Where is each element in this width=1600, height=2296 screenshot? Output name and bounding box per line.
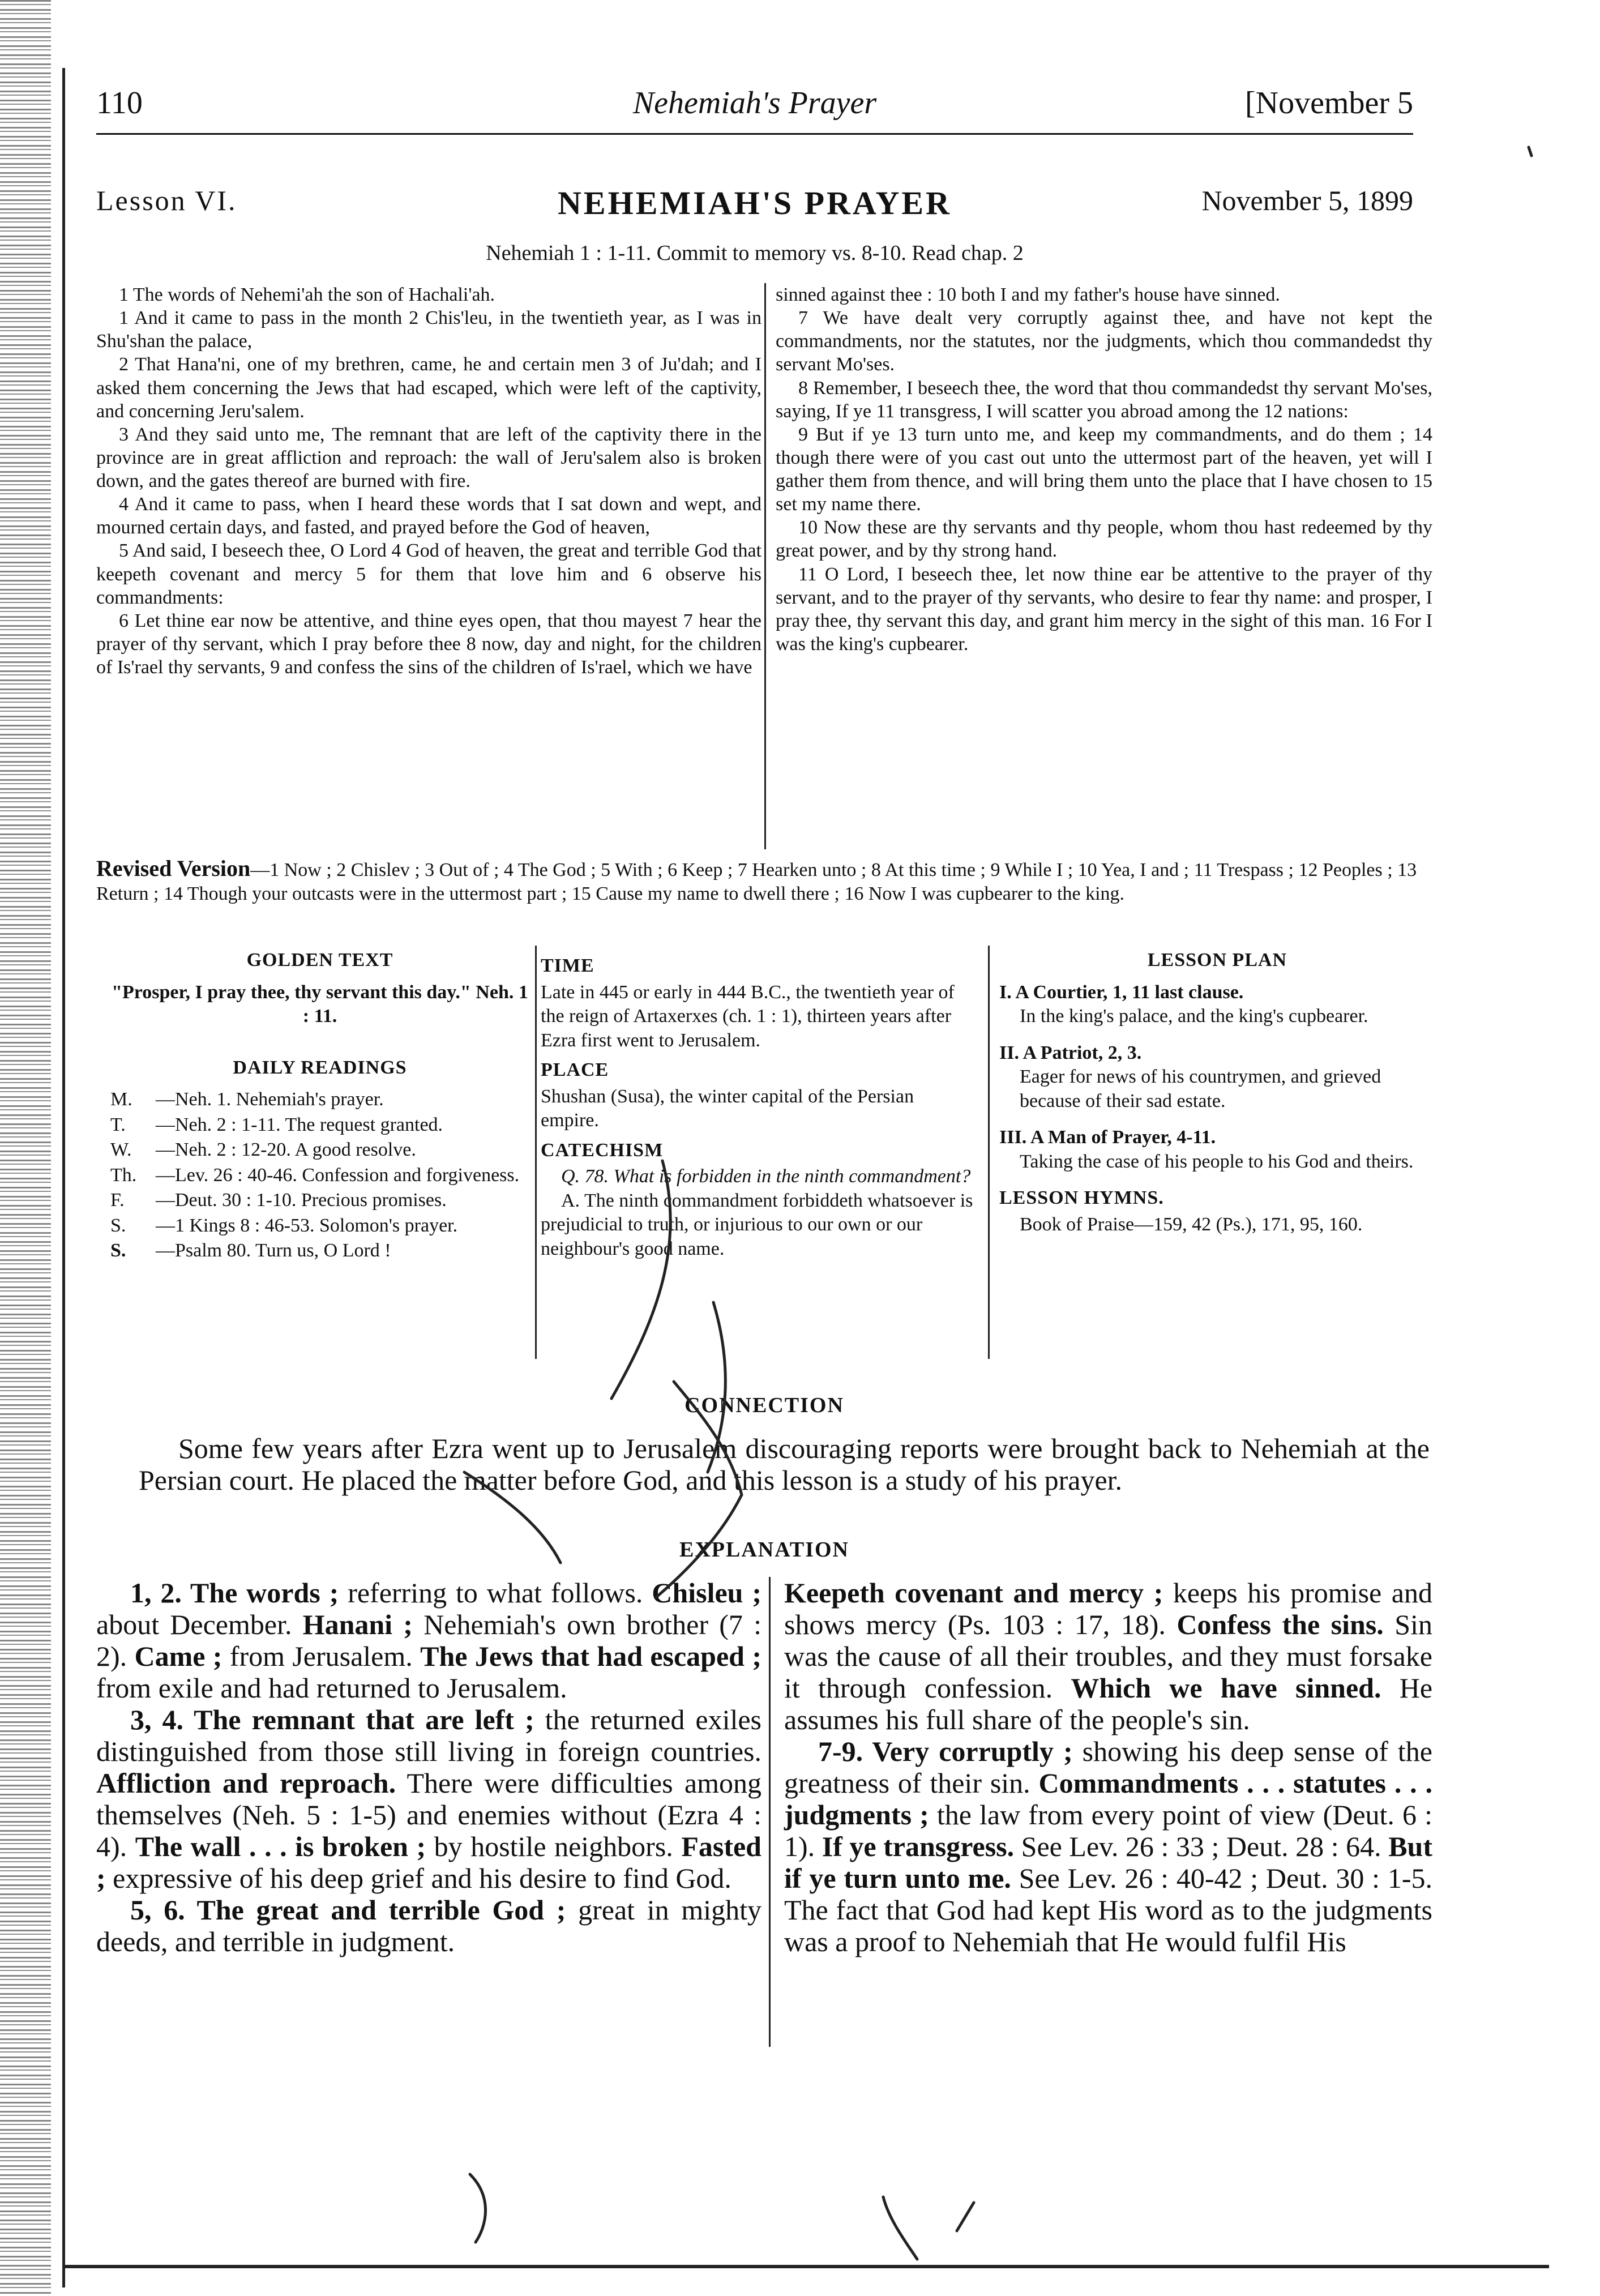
explanation-text: from exile and had returned to Jerusalem. bbox=[96, 1672, 567, 1704]
reading-ref: —Psalm 80. Turn us, O Lord ! bbox=[156, 1240, 391, 1261]
explanation-text: about December. bbox=[96, 1609, 303, 1640]
spine-edge-line bbox=[62, 68, 65, 2288]
list-item bbox=[110, 1214, 529, 1238]
list-item bbox=[110, 1239, 529, 1263]
plan-item-heading: I. A Courtier, 1, 11 last clause. bbox=[999, 981, 1244, 1003]
plan-item-body: Taking the case of his people to his God and theirs. bbox=[1020, 1151, 1414, 1172]
reading-ref: —Deut. 30 : 1-10. Precious promises. bbox=[156, 1190, 447, 1211]
verse: 1 And it came to pass in the month 2 Chis'leu, in the twentieth year, as I was in Shu'shan the palace, bbox=[96, 307, 762, 352]
plan-item-body: In the king's palace, and the king's cupbearer. bbox=[1020, 1006, 1368, 1027]
page-number: 110 bbox=[96, 85, 143, 121]
explanation-text: from Jerusalem. bbox=[222, 1640, 421, 1672]
explanation-term: If ye transgress. bbox=[822, 1831, 1015, 1862]
list-item bbox=[110, 1164, 529, 1188]
explanation-term: Came ; bbox=[134, 1640, 223, 1672]
reading-ref: —Neh. 2 : 1-11. The request granted. bbox=[156, 1114, 443, 1135]
reading-day: S. bbox=[110, 1215, 126, 1236]
explanation-text: keeps his promise and shows mercy (Ps. 103 : 17, 18). bbox=[784, 1577, 1432, 1640]
catechism-question: Q. 78. What is forbidden in the ninth commandment? bbox=[561, 1166, 971, 1187]
golden-text-heading: GOLDEN TEXT bbox=[246, 950, 393, 970]
lesson-hymns-text: Book of Praise—159, 42 (Ps.), 171, 95, 160. bbox=[1020, 1213, 1363, 1235]
verse: sinned against thee : 10 both I and my father's house have sinned. bbox=[776, 284, 1280, 305]
catechism-answer: A. The ninth commandment forbiddeth whatsoever is prejudicial to truth, or injurious to our own or our neighbour's good name. bbox=[541, 1190, 973, 1259]
explanation-term: But if ye turn unto me. bbox=[784, 1831, 1432, 1894]
reading-day: M. bbox=[110, 1089, 132, 1110]
revised-version-label: Revised Version bbox=[96, 856, 251, 881]
box-divider bbox=[535, 946, 537, 1359]
column-divider bbox=[764, 283, 766, 849]
reading-ref: —1 Kings 8 : 46-53. Solomon's prayer. bbox=[156, 1215, 458, 1236]
explanation-paragraph bbox=[784, 1735, 1432, 1957]
book-spine-shadow bbox=[0, 0, 51, 2296]
explanation-text: great in mighty deeds, and terrible in judgment. bbox=[96, 1894, 762, 1957]
explanation-paragraph bbox=[96, 1704, 762, 1894]
explanation-text: There were difficulties among themselves (Neh. 5 : 1-5) and enemies without (Ezra 4 : 4). bbox=[96, 1767, 762, 1862]
explanation-text: See Lev. 26 : 33 ; Deut. 28 : 64. bbox=[1014, 1831, 1389, 1862]
lesson-plan-heading: LESSON PLAN bbox=[1147, 950, 1287, 970]
verse: 9 But if ye 13 turn unto me, and keep my commandments, and do them ; 14 though there were of you cast out unto the uttermost part of the heaven, yet will I gather them from thence, and will bring them unto the place that I have chosen to 15 set my name there. bbox=[776, 424, 1432, 515]
revised-version-text: —1 Now ; 2 Chislev ; 3 Out of ; 4 The God ; 5 With ; 6 Keep ; 7 Hearken unto ; 8 At this time ; 9 While I ; 10 Yea, I and ; 11 Trespass ; 12 Peoples ; 13 Return ; 14 Though your outcasts were in the uttermost part ; 15 Cause my name to dwell there ; 16 Now I was cupbearer to the king. bbox=[96, 860, 1417, 905]
explanation-term: Keepeth covenant and mercy ; bbox=[784, 1577, 1163, 1609]
plan-item-heading: II. A Patriot, 2, 3. bbox=[999, 1042, 1142, 1063]
lesson-date: November 5, 1899 bbox=[1201, 185, 1413, 216]
golden-text-and-readings bbox=[110, 948, 529, 1264]
list-item bbox=[110, 1138, 529, 1162]
explanation-column-left bbox=[96, 1577, 762, 1957]
scripture-column-right bbox=[776, 283, 1432, 656]
explanation-term: Chisleu ; bbox=[652, 1577, 762, 1609]
verse: 11 O Lord, I beseech thee, let now thine ear be attentive to the prayer of thy servant, and to the prayer of thy servants, who desire to fear thy name: and prosper, I pray thee, thy servant this day, and grant him mercy in the sight of this man. 16 For I was the king's cupbearer. bbox=[776, 563, 1432, 655]
reading-day: F. bbox=[110, 1190, 125, 1211]
explanation-text: Sin was the cause of all their troubles, and they must forsake it through confession. bbox=[784, 1609, 1432, 1704]
reading-ref: —Lev. 26 : 40-46. Confession and forgiveness. bbox=[156, 1164, 520, 1186]
explanation-term: Confess the sins. bbox=[1177, 1609, 1384, 1640]
pencil-stroke bbox=[957, 2203, 974, 2231]
time-heading: TIME bbox=[541, 955, 594, 976]
list-item bbox=[110, 1113, 529, 1138]
explanation-text: the law from every point of view (Deut. 6 : 1). bbox=[784, 1799, 1432, 1862]
golden-text: "Prosper, I pray thee, thy servant this day." Neh. 1 : 11. bbox=[112, 981, 528, 1027]
box-divider bbox=[988, 946, 990, 1359]
place-heading: PLACE bbox=[541, 1059, 609, 1080]
bottom-binding-line bbox=[65, 2265, 1549, 2268]
explanation-heading: EXPLANATION bbox=[679, 1538, 849, 1562]
running-date: [November 5 bbox=[1244, 85, 1413, 121]
explanation-term: Commandments . . . statutes . . . judgments ; bbox=[784, 1767, 1432, 1831]
explanation-text: expressive of his deep grief and his desire to find God. bbox=[105, 1862, 731, 1894]
verse: 4 And it came to pass, when I heard these words that I sat down and wept, and mourned certain days, and fasted, and prayed before the God of heaven, bbox=[96, 494, 762, 538]
reading-day: Th. bbox=[110, 1164, 137, 1186]
explanation-paragraph bbox=[96, 1894, 762, 1957]
pencil-stroke bbox=[883, 2197, 917, 2259]
scripture-column-left bbox=[96, 283, 762, 679]
lesson-number: Lesson VI. bbox=[96, 185, 237, 216]
column-divider bbox=[769, 1577, 771, 2047]
reading-day: T. bbox=[110, 1114, 126, 1135]
explanation-column-right bbox=[784, 1577, 1432, 1957]
reading-ref: —Neh. 1. Nehemiah's prayer. bbox=[156, 1089, 384, 1110]
daily-readings-heading: DAILY READINGS bbox=[233, 1057, 407, 1078]
lesson-hymns-heading: LESSON HYMNS. bbox=[999, 1187, 1164, 1208]
explanation-term: Affliction and reproach. bbox=[96, 1767, 396, 1799]
explanation-text: the returned exiles distinguished from those still living in foreign countries. bbox=[96, 1704, 762, 1767]
verse: 2 That Hana'ni, one of my brethren, came, he and certain men 3 of Ju'dah; and I asked them concerning the Jews that had escaped, which were left of the captivity, and concerning Jeru'salem. bbox=[96, 354, 762, 422]
plan-item-body: Eager for news of his countrymen, and grieved because of their sad estate. bbox=[1020, 1066, 1381, 1111]
verse: 7 We have dealt very corruptly against thee, and have not kept the commandments, nor the statutes, nor the judgments, which thou commandedst thy servant Mo'ses. bbox=[776, 307, 1432, 375]
time-place-catechism bbox=[541, 948, 977, 1261]
list-item bbox=[110, 1088, 529, 1112]
explanation-term: Which we have sinned. bbox=[1071, 1672, 1381, 1704]
reading-day: W. bbox=[110, 1139, 132, 1160]
explanation-text: See Lev. 26 : 40-42 ; Deut. 30 : 1-5. The fact that God had kept His word as to the judgments was a proof to Nehemiah that He would fulfil His bbox=[784, 1862, 1432, 1957]
lesson-title: NEHEMIAH'S PRAYER bbox=[558, 185, 952, 221]
running-title: Nehemiah's Prayer bbox=[632, 85, 877, 121]
reading-day: S. bbox=[110, 1240, 126, 1261]
verse: 3 And they said unto me, The remnant that are left of the captivity there in the province are in great affliction and reproach: the wall of Jeru'salem also is broken down, and the gates thereof are burned with fire. bbox=[96, 424, 762, 491]
revised-version-notes bbox=[96, 855, 1432, 906]
explanation-term: 3, 4. The remnant that are left ; bbox=[130, 1704, 534, 1735]
explanation-term: The wall . . . is broken ; bbox=[135, 1831, 426, 1862]
header-rule bbox=[96, 133, 1413, 135]
verse: 1 The words of Nehemi'ah the son of Hachali'ah. bbox=[119, 284, 495, 305]
explanation-term: Hanani ; bbox=[302, 1609, 413, 1640]
catechism-heading: CATECHISM bbox=[541, 1139, 664, 1161]
time-text: Late in 445 or early in 444 B.C., the twentieth year of the reign of Artaxerxes (ch. 1 : 1), thirteen years after Ezra first went to Jerusalem. bbox=[541, 981, 955, 1051]
lesson-plan-box bbox=[999, 948, 1435, 1237]
reading-ref: —Neh. 2 : 12-20. A good resolve. bbox=[156, 1139, 416, 1160]
explanation-term: 7-9. Very corruptly ; bbox=[818, 1735, 1073, 1767]
pencil-stroke bbox=[470, 2174, 486, 2242]
explanation-text: showing his deep sense of the greatness of their sin. bbox=[784, 1735, 1432, 1799]
plan-item-heading: III. A Man of Prayer, 4-11. bbox=[999, 1127, 1216, 1148]
pencil-stroke bbox=[1529, 147, 1531, 156]
running-header bbox=[96, 85, 1413, 130]
verse: 8 Remember, I beseech thee, the word that thou commandedst thy servant Mo'ses, saying, If ye 11 transgress, I will scatter you abroad among the 12 nations: bbox=[776, 377, 1432, 422]
verse: 5 And said, I beseech thee, O Lord 4 God of heaven, the great and terrible God that keepeth covenant and mercy 5 for them that love him and 6 observe his commandments: bbox=[96, 540, 762, 608]
explanation-term: 1, 2. The words ; bbox=[130, 1577, 339, 1609]
explanation-paragraph bbox=[784, 1577, 1432, 1735]
explanation-text: He assumes his full share of the people's sin. bbox=[784, 1672, 1433, 1735]
explanation-term: The Jews that had escaped ; bbox=[420, 1640, 762, 1672]
connection-heading: CONNECTION bbox=[685, 1393, 844, 1417]
connection-text: Some few years after Ezra went up to Jerusalem discouraging reports were brought back to Nehemiah at the Persian court. He placed the matter before God, and this lesson is a study of his prayer. bbox=[139, 1433, 1430, 1496]
explanation-text: Nehemiah's own brother (7 : 2). bbox=[96, 1609, 762, 1672]
verse: 10 Now these are thy servants and thy people, whom thou hast redeemed by thy great power, and by thy strong hand. bbox=[776, 517, 1432, 562]
scripture-reference: Nehemiah 1 : 1-11. Commit to memory vs. 8-10. Read chap. 2 bbox=[486, 241, 1024, 265]
explanation-paragraph bbox=[96, 1577, 762, 1704]
lesson-title-line bbox=[96, 184, 1413, 229]
explanation-term: 5, 6. The great and terrible God ; bbox=[130, 1894, 566, 1926]
explanation-text: by hostile neighbors. bbox=[426, 1831, 682, 1862]
explanation-term: Fasted ; bbox=[96, 1831, 762, 1894]
verse: 6 Let thine ear now be attentive, and thine eyes open, that thou mayest 7 hear the prayer of thy servant, which I pray before thee 8 now, day and night, for the children of Is'rael thy servants, 9 and confess the sins of the children of Is'rael, which we have bbox=[96, 610, 762, 678]
place-text: Shushan (Susa), the winter capital of the Persian empire. bbox=[541, 1085, 914, 1131]
list-item bbox=[110, 1188, 529, 1213]
explanation-text: referring to what follows. bbox=[339, 1577, 652, 1609]
